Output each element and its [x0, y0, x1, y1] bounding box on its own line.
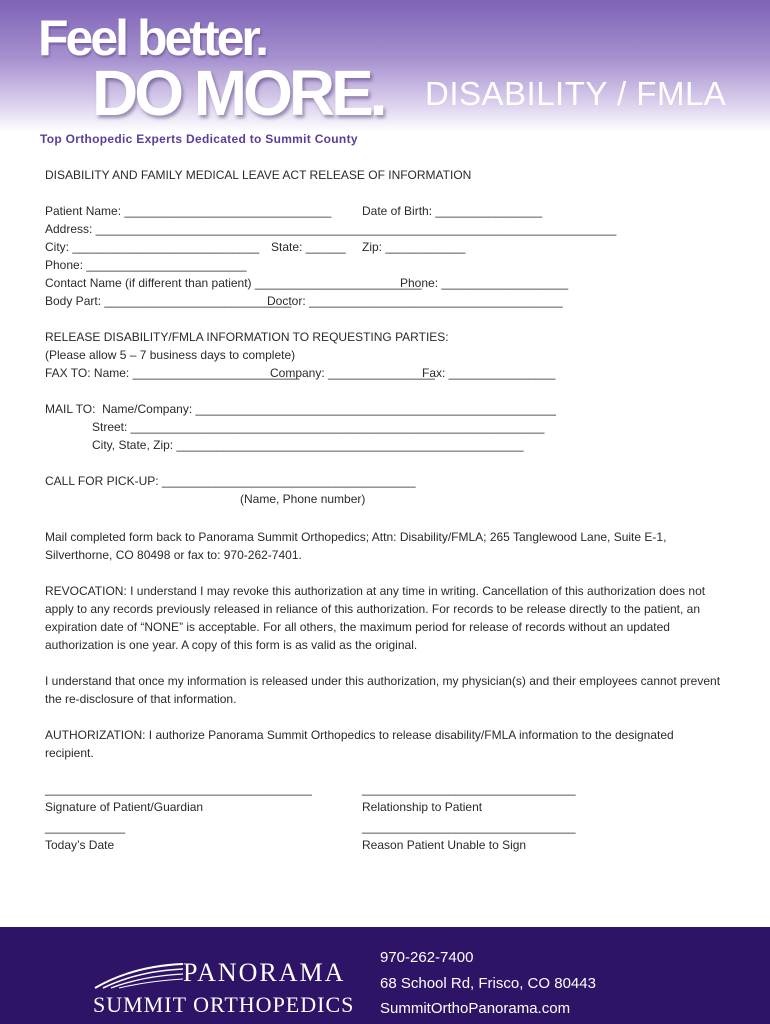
header-banner	[0, 0, 770, 132]
redisclosure-paragraph: I understand that once my information is released under this authorization, my physician(s) and their employees cannot prevent the re-disclosure of that information.	[45, 674, 721, 706]
mail-back-paragraph: Mail completed form back to Panorama Summit Orthopedics; Attn: Disability/FMLA; 265 Tanglewood Lane, Suite E-1, Silverthorne, CO 80498 or fax to: 970-262-7401.	[45, 530, 667, 562]
form-title: DISABILITY AND FAMILY MEDICAL LEAVE ACT RELEASE OF INFORMATION	[45, 168, 472, 182]
footer-website-link[interactable]: SummitOrthoPanorama.com	[380, 1000, 571, 1017]
patient-name-field[interactable]: Patient Name: _______________________________	[45, 204, 332, 218]
authorization-paragraph: AUTHORIZATION: I authorize Panorama Summit Orthopedics to release disability/FMLA information to the designated recipient.	[45, 728, 674, 760]
state-field[interactable]: State: ______	[271, 240, 346, 254]
allow-note: (Please allow 5 – 7 business days to complete)	[45, 348, 296, 362]
pickup-field[interactable]: CALL FOR PICK-UP: ______________________________________	[45, 474, 416, 488]
reason-line[interactable]: ________________________________	[362, 820, 576, 834]
relationship-line[interactable]: ________________________________	[362, 782, 576, 796]
city-field[interactable]: City: ____________________________	[45, 240, 260, 254]
date-label: Today’s Date	[45, 838, 115, 852]
mail-city-field[interactable]: City, State, Zip: ____________________________________________________	[92, 438, 524, 452]
contact-phone-field[interactable]: Phone: ___________________	[400, 276, 569, 290]
pickup-note: (Name, Phone number)	[240, 492, 366, 506]
document-type-title: DISABILITY / FMLA	[425, 75, 727, 112]
doctor-field[interactable]: Doctor: ______________________________________	[267, 294, 563, 308]
slogan-line1: Feel better.	[38, 10, 266, 66]
footer-address: 68 School Rd, Frisco, CO 80443	[380, 975, 596, 992]
release-heading: RELEASE DISABILITY/FMLA INFORMATION TO REQUESTING PARTIES:	[45, 330, 449, 344]
fax-number-field[interactable]: Fax: ________________	[422, 366, 556, 380]
fax-company-field[interactable]: Company: ________________	[270, 366, 435, 380]
logo-summit-orthopedics: SUMMIT ORTHOPEDICS	[93, 992, 355, 1017]
signature-line[interactable]: ________________________________________	[45, 782, 312, 796]
reason-label: Reason Patient Unable to Sign	[362, 838, 527, 852]
contact-name-field[interactable]: Contact Name (if different than patient) _________________________	[45, 276, 422, 290]
slogan-line2: DO MORE.	[92, 57, 384, 129]
mail-name-field[interactable]: MAIL TO: Name/Company: ______________________________________________________	[45, 402, 556, 416]
zip-field[interactable]: Zip: ____________	[362, 240, 466, 254]
dob-field[interactable]: Date of Birth: ________________	[362, 204, 543, 218]
mail-street-field[interactable]: Street: ______________________________________________________________	[92, 420, 545, 434]
footer-phone[interactable]: 970-262-7400	[380, 949, 474, 966]
phone-field[interactable]: Phone: ________________________	[45, 258, 247, 272]
tagline: Top Orthopedic Experts Dedicated to Summit County	[40, 132, 358, 146]
logo-panorama: PANORAMA	[183, 958, 346, 987]
relationship-label: Relationship to Patient	[362, 800, 483, 814]
panorama-swoosh-icon	[93, 960, 185, 992]
revocation-paragraph: REVOCATION: I understand I may revoke this authorization at any time in writing. Cancellation of this authorization does not apply to any records previously released in reliance of this authorization. For records to be release directly to the patient, an expiration date of “NONE” is acceptable. For all others, the maximum period for release of records without an updated authorization is one year. A copy of this form is as valid as the original.	[45, 584, 706, 652]
fax-name-field[interactable]: FAX TO: Name: _________________________	[45, 366, 300, 380]
signature-label: Signature of Patient/Guardian	[45, 800, 204, 814]
date-line[interactable]: ____________	[45, 820, 126, 834]
address-field[interactable]: Address: ______________________________________________________________________________	[45, 222, 617, 236]
body-part-field[interactable]: Body Part: ____________________________	[45, 294, 292, 308]
